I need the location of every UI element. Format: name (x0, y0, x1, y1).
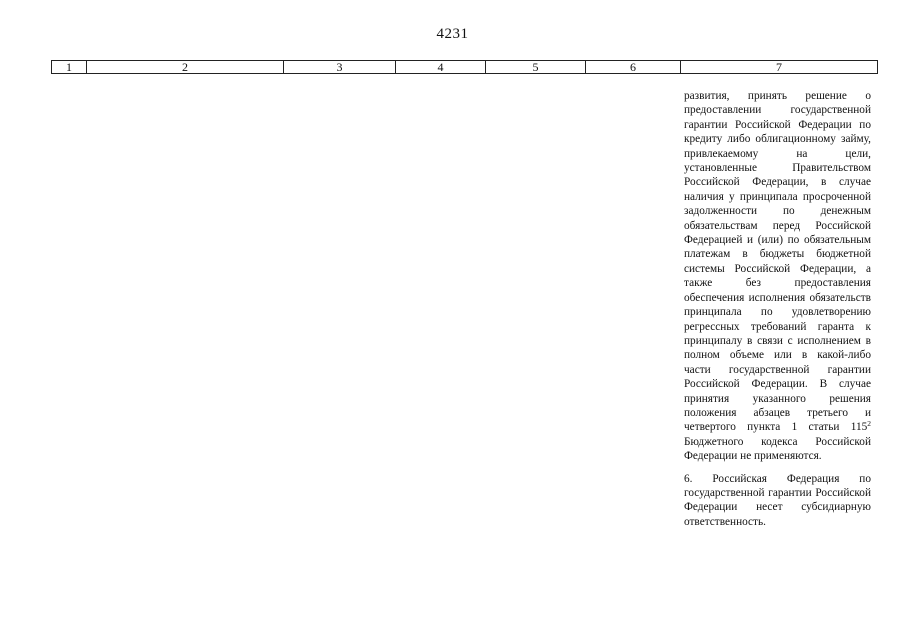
paragraph-guarantee-decision (684, 89, 871, 464)
column-number-header-table (51, 60, 878, 74)
column-header-7: 7 (681, 61, 878, 74)
superscript-article-index: 2 (867, 419, 871, 429)
column-header-6: 6 (586, 61, 681, 74)
paragraph-subsidiary-liability: 6. Российская Федерация по государственной гарантии Российской Федерации несет субсидиарную ответственность. (684, 472, 871, 528)
header-row (52, 61, 878, 74)
column-header-5: 5 (486, 61, 586, 74)
column-header-3: 3 (284, 61, 396, 74)
column-header-1: 1 (52, 61, 87, 74)
paragraph-text: развития, принять решение о предоставлении государственной гарантии Российской Федерации по кредиту либо облигационному займу, привлекаемому на цели, установленные Правительством Российской Федерации, в случае наличия у принципала просроченной задолженности по денежным обязательствам перед Российской Федерацией и (или) по обязательным платежам в бюджеты бюджетной системы Российской Федерации, а также без предоставления обеспечения исполнения обязательств принципала по удовлетворению регрессных требований гаранта к принципалу в связи с исполнением в полном объеме или в какой-либо части государственной гарантии Российской Федерации. В случае принятия указанного решения положения абзацев третьего и четвертого пункта 1 статьи 115 (684, 90, 871, 434)
column-header-2: 2 (87, 61, 284, 74)
column-7-text (684, 89, 871, 529)
column-header-4: 4 (396, 61, 486, 74)
paragraph-text-end: Бюджетного кодекса Российской Федерации не применяются. (684, 435, 871, 463)
page-number: 4231 (436, 26, 469, 42)
